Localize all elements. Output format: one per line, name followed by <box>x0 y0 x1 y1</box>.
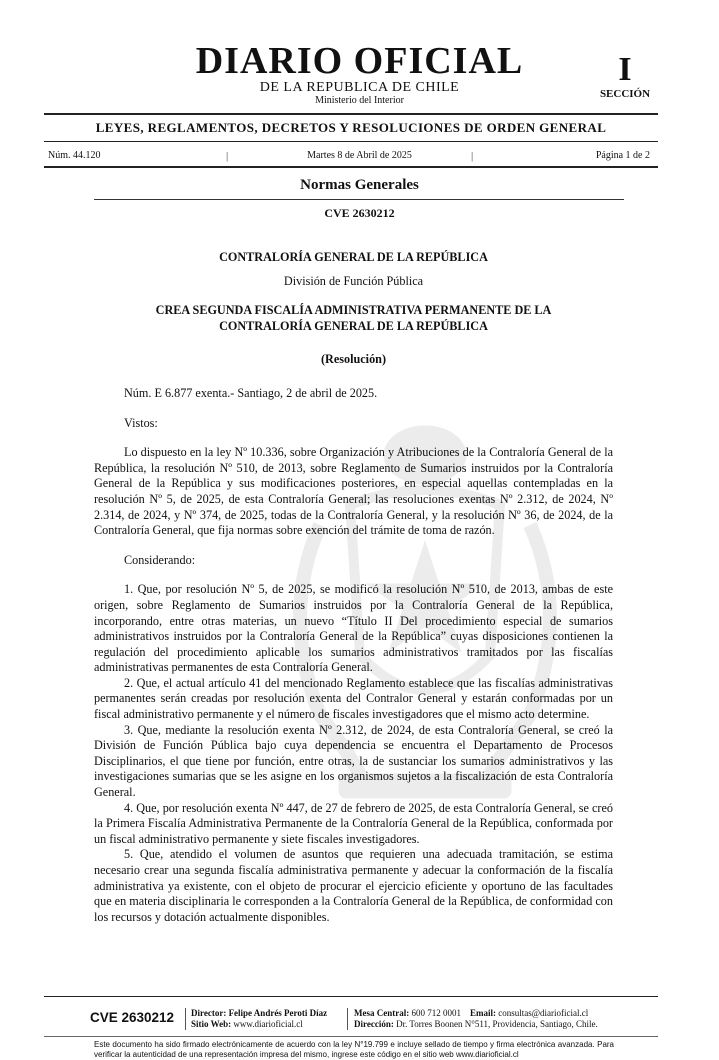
address-label: Dirección: <box>354 1019 394 1029</box>
footer-divider <box>44 996 658 997</box>
email-link[interactable]: consultas@diarioficial.cl <box>498 1008 589 1018</box>
footer-column-divider <box>185 1008 186 1030</box>
considerando-heading: Considerando: <box>124 552 196 567</box>
signature-note: Este documento ha sido firmado electrónicamente de acuerdo con la ley N°19.799 e incluye sellado de tiempo y firma electrónica avanzada. Para verificar la autenticidad de una representación impresa del mismo, ingrese este código en el sitio web www.diarioficial.cl <box>94 1040 614 1059</box>
masthead-ministry: Ministerio del Interior <box>315 95 404 106</box>
resolution-number-line: Núm. E 6.877 exenta.- Santiago, 2 de abril de 2025. <box>124 385 378 400</box>
footer-column-divider <box>347 1008 348 1030</box>
considerando-paragraph: 4. Que, por resolución exenta Nº 447, de 27 de febrero de 2025, de esta Contraloría General, se creó la Primera Fiscalía Administrativa Permanente de la Contraloría General de la República, conformada por un fiscal administrativo permanente y siete fiscales investigadores. <box>94 800 613 846</box>
considerando-paragraph: 5. Que, atendido el volumen de asuntos que requieren una adecuada tramitación, se estima necesario crear una segunda fiscalía administrativa permanente y adecuar la conformación de la fiscalía administrativa ya existente, con el objeto de procurar el ejercicio eficiente y oportuno de las facultades que en materia disciplinaria le corresponden a la Contraloría General de la República, de conformidad con los recursos y dotación actualmente disponibles. <box>94 847 613 924</box>
document-title-line-2: CONTRALORÍA GENERAL DE LA REPÚBLICA <box>219 318 488 333</box>
section-title: Normas Generales <box>300 177 419 193</box>
header-divider-top <box>44 113 658 115</box>
meta-separator: | <box>226 150 229 162</box>
director-name: Felipe Andrés Peroti Díaz <box>228 1008 328 1018</box>
publication-date: Martes 8 de Abril de 2025 <box>307 150 412 161</box>
footer-cve-code: CVE 2630212 <box>90 1010 175 1025</box>
issue-number: Núm. 44.120 <box>48 150 101 161</box>
section-number: I <box>618 51 632 88</box>
email-label: Email: <box>469 1008 496 1018</box>
section-label: SECCIÓN <box>599 88 651 100</box>
document-title-line-1: CREA SEGUNDA FISCALÍA ADMINISTRATIVA PERMANENTE DE LA <box>155 303 552 318</box>
footer-contact-column <box>354 1008 598 1030</box>
considerando-paragraph: 1. Que, por resolución Nº 5, de 2025, se modificó la resolución Nº 510, de 2013, ambas de este origen, sobre Reglamento de Sumarios instruidos por la Contraloría General de la República, incorporando, entre otras materias, un nuevo “Título II Del procedimiento especial de sumarios administrativos instruidos por la Contraloría General de la República” cuyas disposiciones contienen la regulación del procedimiento aplicable los sumarios administrativos tramitados por las fiscalías administrativas permanentes de esta Contraloría General. <box>94 582 613 675</box>
considerando-paragraph: 2. Que, el actual artículo 41 del mencionado Reglamento establece que las fiscalías administrativas permanentes serán creadas por resolución exenta del Contralor General y estarán conformadas por un fiscal administrativo permanente y el número de fiscales investigadores que el mismo acto determine. <box>94 675 613 722</box>
page-indicator: Página 1 de 2 <box>595 150 650 161</box>
address-value: Dr. Torres Boonen N°511, Providencia, Santiago, Chile. <box>396 1019 598 1029</box>
footer-note-divider <box>44 1036 658 1037</box>
meta-separator: | <box>471 150 474 162</box>
vistos-heading: Vistos: <box>124 415 158 430</box>
header-divider-bottom <box>44 166 658 168</box>
phone-label: Mesa Central: <box>354 1008 410 1018</box>
division-name: División de Función Pública <box>283 273 424 288</box>
masthead-subtitle: DE LA REPUBLICA DE CHILE <box>259 80 460 95</box>
category-heading: LEYES, REGLAMENTOS, DECRETOS Y RESOLUCIONES DE ORDEN GENERAL <box>95 120 607 135</box>
document-type: (Resolución) <box>321 352 386 367</box>
considerando-paragraph: 3. Que, mediante la resolución exenta Nº 2.312, de 2024, de esta Contraloría General, se creó la División de Función Pública bajo cuya dependencia se encuentra el Departamento de Procesos Disciplinarios, el que tiene por función, entre otras, la de sustanciar los sumarios administrativos y las investigaciones sumarias que se les asigne en los organismos sujetos a la fiscalización de esta Contraloría General. <box>94 722 613 800</box>
institution-heading: CONTRALORÍA GENERAL DE LA REPÚBLICA <box>219 250 488 264</box>
website-label: Sitio Web: <box>191 1019 232 1029</box>
footer-director-column <box>191 1008 327 1030</box>
page-footer <box>44 1006 658 1036</box>
header-divider-middle <box>44 141 658 142</box>
website-link[interactable]: www.diarioficial.cl <box>233 1019 303 1029</box>
cve-code: CVE 2630212 <box>324 206 395 220</box>
masthead-title: DIARIO OFICIAL <box>195 40 524 82</box>
document-body <box>94 250 613 925</box>
vistos-paragraph: Lo dispuesto en la ley Nº 10.336, sobre Organización y Atribuciones de la Contraloría General de la República, la resolución Nº 510, de 2013, sobre Reglamento de Sumarios instruidos por la Contraloría General de la República y sus modificaciones posteriores, en especial aquellas contempladas en la resolución Nº 5, de 2025, de esta Contraloría General; las resoluciones exentas Nº 2.312, de 2024, Nº 2.314, de 2024, y Nº 374, de 2025, todas de la Contraloría General, y la resolución Nº 36, de 2024, de la Contraloría General, que fija normas sobre exención del trámite de toma de razón. <box>94 445 613 538</box>
phone-number: 600 712 0001 <box>411 1008 461 1018</box>
director-label: Director: <box>191 1008 227 1018</box>
section-title-divider <box>94 199 624 200</box>
